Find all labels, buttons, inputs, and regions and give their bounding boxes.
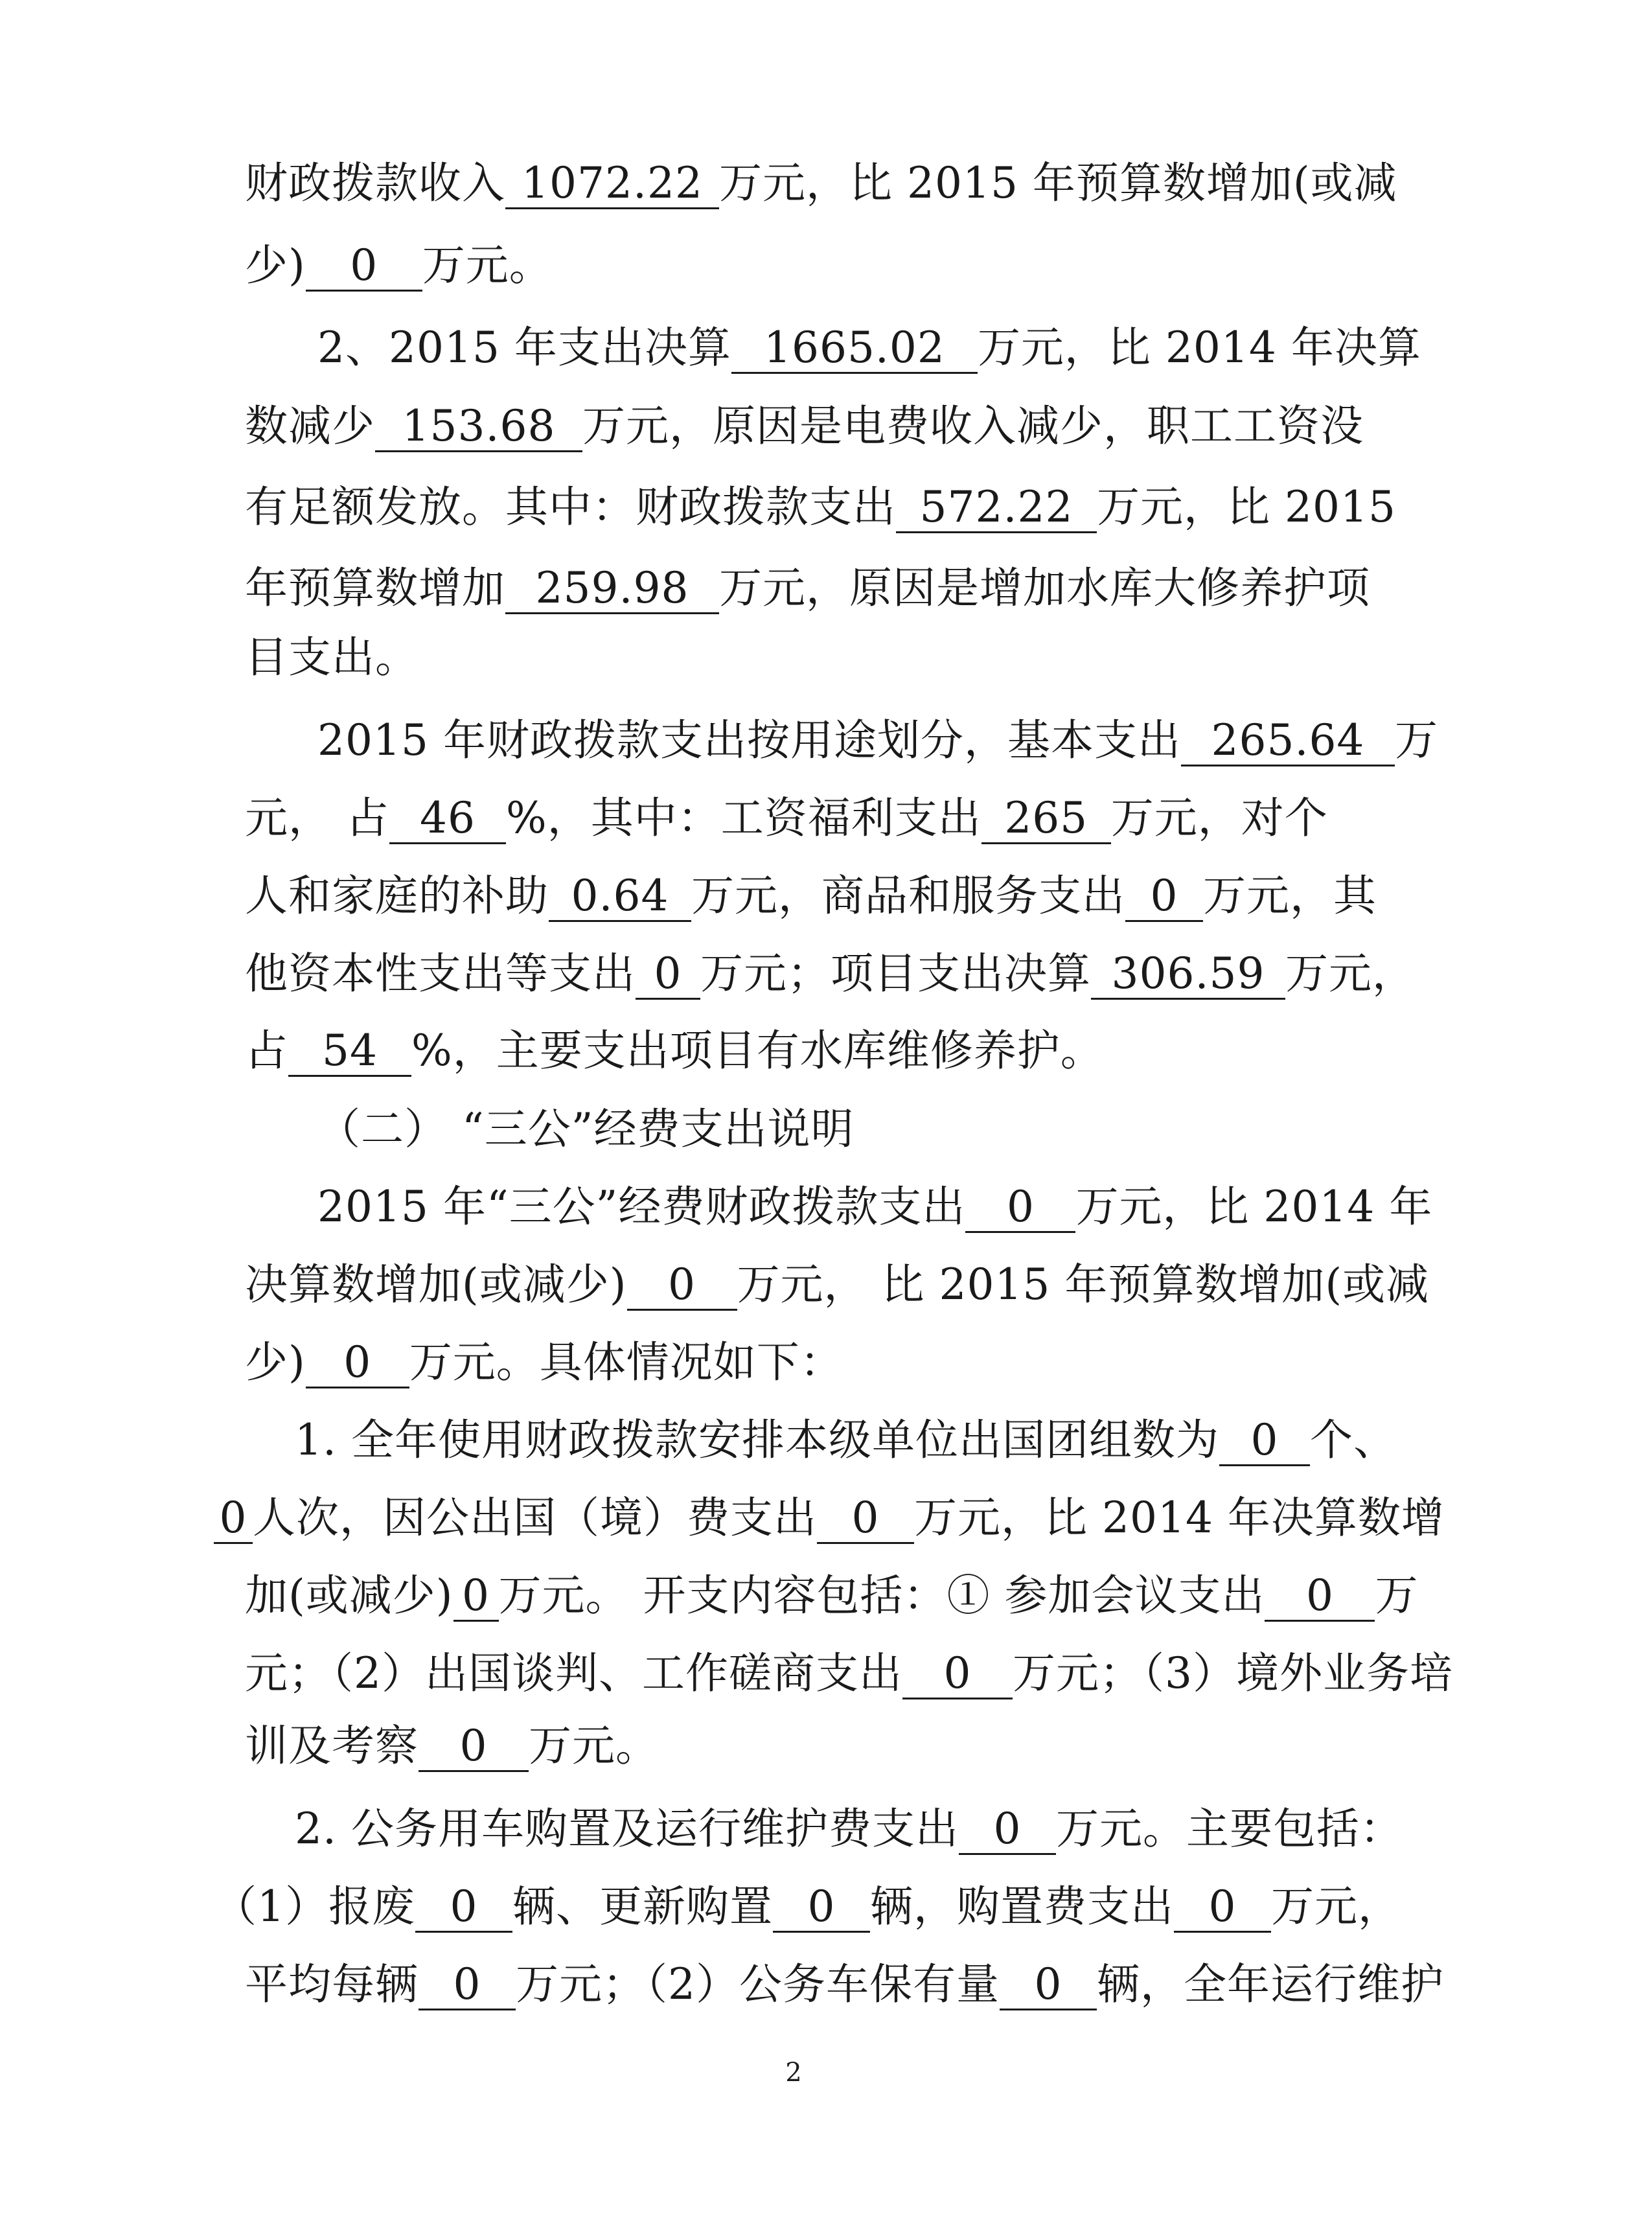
text-line [245, 400, 1364, 452]
filled-blank: 0 [453, 1572, 499, 1622]
filled-blank: 0 [902, 1650, 1013, 1699]
filled-blank: 306.59 [1091, 950, 1285, 1000]
text: 人次，因公出国（境）费支出 [253, 1493, 817, 1543]
text: 万元；（3）境外业务培 [1013, 1648, 1453, 1698]
text: 万元；（2）公务车保有量 [516, 1959, 1000, 2009]
filled-blank: 0 [959, 1805, 1056, 1855]
text-line [245, 870, 1377, 922]
text-line [245, 1337, 843, 1388]
filled-blank: 0 [306, 1339, 409, 1388]
text-line [245, 1025, 1104, 1077]
text: %，其中：工资福利支出 [505, 793, 981, 843]
filled-blank: 0 [1219, 1416, 1310, 1466]
text: 少) [245, 1337, 306, 1387]
text-line [245, 1720, 659, 1772]
filled-blank: 46 [389, 794, 506, 844]
filled-blank: 0 [415, 1883, 512, 1933]
text: 辆、更新购置 [512, 1882, 773, 1931]
text: 万 [1375, 1571, 1419, 1620]
filled-blank: 0 [1174, 1883, 1271, 1933]
filled-blank: 0 [1125, 872, 1203, 922]
filled-blank: 0 [419, 1722, 529, 1772]
text: 辆，购置费支出 [870, 1882, 1174, 1931]
filled-blank: 259.98 [505, 564, 719, 614]
text: 万元。 [422, 240, 553, 290]
filled-blank: 265 [981, 794, 1111, 844]
text: 万元，其 [1203, 871, 1377, 921]
text: 万元。主要包括： [1055, 1804, 1403, 1854]
text: 万元，比 2014 年决算数增 [914, 1493, 1445, 1543]
text: 万元。具体情况如下： [409, 1337, 843, 1387]
text: 万元，原因是增加水库大修养护项 [719, 563, 1370, 613]
text: 个、 [1309, 1415, 1397, 1465]
text: 2015 年“三公”经费财政拨款支出 [317, 1182, 966, 1232]
text: 少) [245, 240, 306, 290]
text-line [245, 948, 1416, 1000]
filled-blank: 54 [288, 1027, 411, 1077]
filled-blank: 0 [817, 1494, 914, 1544]
text: 万元，原因是电费收入减少，职工工资没 [582, 401, 1364, 451]
text-line [245, 1959, 1444, 2010]
text-line [245, 562, 1370, 614]
filled-blank: 0 [1000, 1961, 1097, 2010]
filled-blank: 0 [1265, 1572, 1375, 1622]
filled-blank: 0 [306, 242, 422, 292]
text: 数减少 [245, 401, 375, 451]
text: 辆，全年运行维护 [1097, 1959, 1444, 2009]
text: 万元；项目支出决算 [700, 949, 1091, 998]
text: 万元， [1285, 949, 1416, 998]
text: 2015 年财政拨款支出按用途划分，基本支出 [317, 715, 1181, 765]
text: 人和家庭的补助 [245, 871, 549, 921]
text-line [245, 481, 1396, 533]
text: 元；（2）出国谈判、工作磋商支出 [245, 1648, 902, 1698]
text-line [317, 322, 1421, 374]
text: 元， 占 [245, 793, 389, 843]
filled-blank: 0 [419, 1961, 516, 2010]
text: 万元， 比 2015 年预算数增加(或减 [737, 1260, 1430, 1309]
text: 万 [1394, 715, 1438, 765]
text-line [214, 1881, 1401, 1933]
text: 万元，比 2015 年预算数增加(或减 [719, 158, 1397, 208]
text: （1）报废 [214, 1882, 415, 1931]
text-line [245, 1259, 1429, 1311]
text: 平均每辆 [245, 1959, 419, 2009]
filled-blank: 0.64 [549, 872, 691, 922]
text: 万元， [1271, 1882, 1401, 1931]
text: 万元，比 2014 年 [1075, 1182, 1433, 1232]
filled-blank: 0 [636, 950, 700, 1000]
text: 万元，比 2015 [1097, 482, 1396, 532]
text-line [317, 715, 1438, 766]
text-line [295, 1803, 1403, 1855]
text: 有足额发放。其中：财政拨款支出 [245, 482, 896, 532]
text: 万元，商品和服务支出 [691, 871, 1125, 921]
text: 万元。 [529, 1721, 659, 1771]
text: 训及考察 [245, 1721, 419, 1771]
text: 万元，对个 [1110, 793, 1328, 843]
text-line [245, 792, 1328, 844]
filled-blank: 1665.02 [731, 324, 978, 374]
text: 2、2015 年支出决算 [317, 323, 731, 373]
filled-blank: 1072.22 [505, 159, 719, 209]
filled-blank: 265.64 [1181, 717, 1395, 766]
text-line [245, 632, 419, 684]
text: 目支出。 [245, 632, 419, 682]
text-line [245, 1648, 1453, 1699]
text: 他资本性支出等支出 [245, 949, 636, 998]
filled-blank: 0 [773, 1883, 870, 1933]
text-line [214, 1492, 1445, 1544]
filled-blank: 0 [965, 1183, 1075, 1233]
filled-blank: 0 [627, 1261, 737, 1311]
text: 万元。 开支内容包括：① 参加会议支出 [498, 1571, 1265, 1620]
filled-blank: 0 [214, 1494, 253, 1544]
text: 加(或减少) [245, 1571, 453, 1620]
text: 占 [245, 1026, 288, 1076]
text: 决算数增加(或减少) [245, 1260, 627, 1309]
filled-blank: 572.22 [896, 483, 1097, 533]
text: 年预算数增加 [245, 563, 505, 613]
page-number: 2 [785, 2058, 802, 2088]
text: 2. 公务用车购置及运行维护费支出 [295, 1804, 959, 1854]
section-heading [317, 1103, 854, 1155]
text: 万元，比 2014 年决算 [977, 323, 1421, 373]
text-line [245, 240, 553, 292]
text-line [245, 1570, 1418, 1622]
text: 1. 全年使用财政拨款安排本级单位出国团组数为 [295, 1415, 1219, 1465]
text: 财政拨款收入 [245, 158, 505, 208]
text-line [245, 157, 1397, 209]
text-line [295, 1414, 1397, 1466]
text: %，主要支出项目有水库维修养护。 [411, 1026, 1104, 1076]
filled-blank: 153.68 [375, 402, 582, 452]
text-line [317, 1181, 1432, 1233]
text: （二） “三公”经费支出说明 [317, 1104, 855, 1154]
